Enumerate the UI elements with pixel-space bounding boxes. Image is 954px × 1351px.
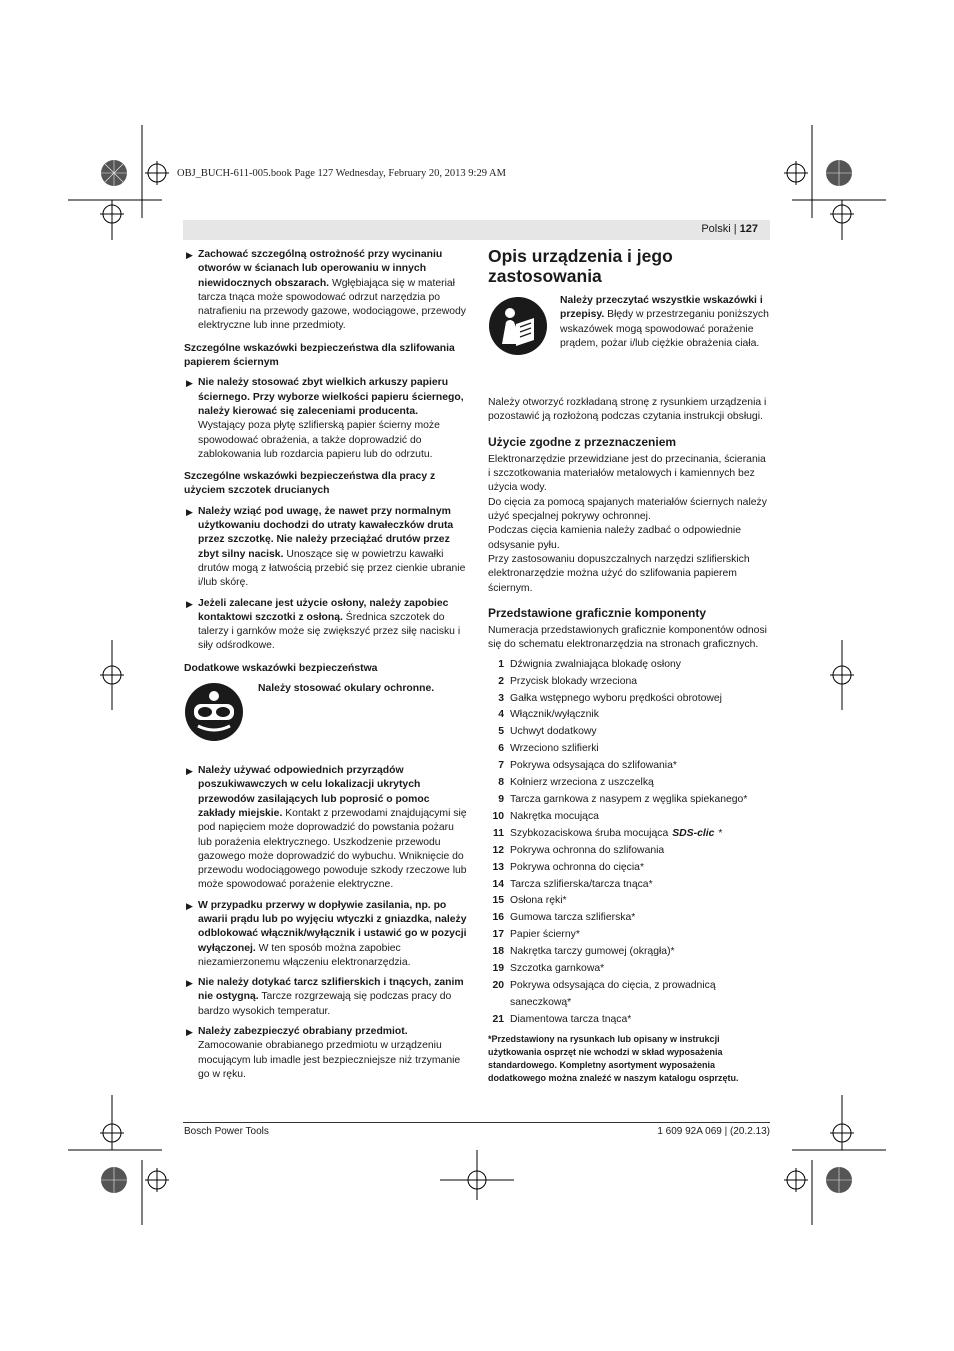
component-item (488, 978, 770, 1012)
component-number: 4 (498, 709, 504, 721)
component-number: 13 (492, 861, 504, 873)
component-item (488, 809, 770, 826)
use-text: Do cięcia za pomocą spajanych materiałów ściernych należy użyć specjalnej pokrywy ochronnej. (488, 496, 767, 523)
component-label: Tarcza szlifierska/tarcza tnąca* (510, 878, 653, 890)
component-item (488, 910, 770, 927)
component-number: 17 (492, 929, 504, 941)
component-label: Pokrywa ochronna do cięcia* (510, 861, 644, 873)
safety-bullet: ▶ Zachować szczególną ostrożność przy wycinaniu otworów w ścianach lub operowaniu w innych niewidocznych obszarach. Wgłębiająca się w materiał tarcza tnąca może spowodować odrzut narzędzia po natrafieniu na przewody gazowe, wodociągowe, przewody elektryczne lub inne przedmioty. (186, 249, 467, 332)
safety-bullet: ▶ Nie należy stosować zbyt wielkich arkuszy papieru ściernego. Przy wyborze wielkości papieru ściernego, należy kierować się zaleceniami producenta. Wystający poza płytę szlifierską papier ścierny może spowodować obrażenia, a także doprowadzić do zablokowania lub rozdarcia papieru lub do odrzutu. (186, 377, 464, 460)
component-item (488, 657, 770, 674)
component-item (488, 691, 770, 708)
component-label: Nakrętka tarczy gumowej (okrągła)* (510, 946, 675, 958)
read-instructions-notice: Należy przeczytać wszystkie wskazówki i przepisy. Błędy w przestrzeganiu poniższych wskazówek mogą spowodować porażenie prądem, pożar i/lub ciężkie obrażenia ciała. (488, 294, 770, 366)
component-label: Gałka wstępnego wyboru prędkości obrotowej (510, 692, 722, 704)
component-number: 16 (492, 912, 504, 924)
component-label: Kołnierz wrzeciona z uszczelką (510, 777, 654, 789)
component-label: Osłona ręki* (510, 895, 567, 907)
component-label: Szczotka garnkowa* (510, 963, 605, 975)
arrow-icon: ▶ (186, 506, 193, 517)
subheading: Dodatkowe wskazówki bezpieczeństwa (184, 662, 378, 674)
component-number: 19 (492, 963, 504, 975)
asterisk: * (718, 827, 723, 839)
component-label: Pokrywa ochronna do szlifowania (510, 844, 665, 856)
subheading: Szczególne wskazówki bezpieczeństwa dla szlifowania papierem ściernym (184, 342, 455, 369)
component-item (488, 707, 770, 724)
component-label: Papier ścierny* (510, 929, 580, 941)
use-text: Podczas cięcia kamienia należy zadbać o odpowiednie odsysanie pyłu. (488, 525, 741, 551)
safety-bullet: ▶ W przypadku przerwy w dopływie zasilania, np. po awarii prądu lub po wyjęciu wtyczki z gniazdka, należy odblokować włącznik/wyłącznik i ustawić go w pozycji wyłączonej. W ten sposób można zapobiec niezamierzonemu włączeniu elektronarzędzia. (186, 899, 467, 968)
components-intro: Numeracja przedstawionych graficznie komponentów odnosi się do schematu elektronarzędzia na stronach graficznych. (488, 625, 767, 651)
component-item (488, 1012, 770, 1029)
right-column (488, 246, 770, 1085)
read-manual-icon (488, 296, 548, 356)
component-label: Włącznik/wyłącznik (510, 709, 599, 721)
component-label: Przycisk blokady wrzeciona (510, 675, 638, 687)
component-number: 2 (498, 675, 504, 687)
header-bar (183, 220, 770, 240)
component-number: 11 (493, 827, 504, 839)
page-number: 127 (739, 223, 758, 235)
component-number: 20 (492, 979, 504, 991)
component-item (488, 674, 770, 691)
component-item (488, 826, 770, 843)
component-item (488, 944, 770, 961)
safety-bullet: ▶ Należy używać odpowiednich przyrządów poszukiwawczych w celu lokalizacji ukrytych przewodów zasilających lub poprosić o pomoc zakłady miejskie. Kontakt z przewodami znajdującymi się pod napięciem może doprowadzić do powstania pożaru lub porażenia elektrycznego. Uszkodzenie przewodu gazowego może doprowadzić do wybuchu. Wniknięcie do przewodu wodociągowego powoduje szkody rzeczowe lub może spowodować porażenie elektryczne. (186, 765, 467, 891)
arrow-icon: ▶ (186, 766, 193, 777)
component-label: Wrzeciono szlifierki (510, 743, 599, 755)
component-number: 3 (498, 692, 504, 704)
arrow-icon: ▶ (186, 378, 193, 389)
page-header: Polski | 127 (701, 223, 758, 235)
left-column (184, 248, 468, 1088)
header-language: Polski (701, 223, 731, 235)
subheading: Szczególne wskazówki bezpieczeństwa dla pracy z użyciem szczotek drucianych (184, 471, 436, 497)
safety-bullet: ▶ Jeżeli zalecane jest użycie osłony, należy zapobiec kontaktowi szczotki z osłoną. Średnica szczotek do talerzy i garnków może się zwiększyć przez siłę nacisku i siły odśrodkowe. (186, 597, 461, 652)
footer-code: 1 609 92A 069 | (20.2.13) (657, 1126, 770, 1137)
print-info: OBJ_BUCH-611-005.book Page 127 Wednesday, February 20, 2013 9:29 AM (177, 168, 506, 179)
component-number: 5 (498, 726, 504, 738)
component-number: 18 (492, 946, 504, 958)
component-number: 6 (498, 743, 504, 755)
component-item (488, 775, 770, 792)
component-number: 8 (498, 777, 504, 789)
component-number: 9 (498, 794, 504, 805)
component-label: Nakrętka mocująca (510, 810, 599, 822)
component-item (488, 758, 770, 775)
arrow-icon: ▶ (186, 900, 193, 911)
component-label: Tarcza garnkowa z nasypem z węglika spiekanego* (510, 794, 748, 805)
component-label: Pokrywa odsysająca do cięcia, z prowadnicą saneczkową* (510, 979, 716, 1008)
section-title: Opis urządzenia i jego zastosowania (488, 246, 673, 286)
components-list (488, 657, 770, 1029)
component-number: 21 (492, 1013, 504, 1025)
component-number: 1 (498, 658, 504, 670)
use-text: Elektronarzędzie przewidziane jest do przecinania, ścierania i szczotkowania materiałów metalowych i kamiennych bez użycia wody. (488, 453, 766, 494)
component-number: 12 (492, 844, 504, 856)
component-label: Gumowa tarcza szlifierska* (510, 912, 636, 924)
footer-brand: Bosch Power Tools (184, 1126, 269, 1137)
component-item (488, 961, 770, 978)
component-label: Diamentowa tarcza tnąca* (510, 1013, 632, 1025)
component-item (488, 741, 770, 758)
arrow-icon: ▶ (186, 978, 193, 989)
component-label: Szybkozaciskowa śruba mocująca (510, 827, 669, 839)
safety-goggles-icon (184, 682, 244, 742)
safety-bullet: ▶ Nie należy dotykać tarcz szlifierskich i tnących, zanim nie ostygną. Tarcze rozgrzewają się podczas pracy do bardzo wysokich temperatur. (186, 977, 464, 1017)
footnote: *Przedstawiony na rysunkach lub opisany w instrukcji użytkowania osprzęt nie wchodzi w skład wyposażenia standardowego. Kompletny asortyment wyposażenia dodatkowego można znaleźć w naszym katalogu osprzętu. (488, 1033, 739, 1083)
component-item (488, 843, 770, 860)
goggles-notice: Należy stosować okulary ochronne. (184, 682, 468, 764)
arrow-icon: ▶ (186, 250, 193, 260)
arrow-icon: ▶ (186, 1027, 193, 1038)
use-text: Przy zastosowaniu dopuszczalnych narzędzi szlifierskich elektronarzędzie można użyć do szlifowania papierem ściernym. (488, 553, 750, 594)
component-item (488, 860, 770, 877)
component-number: 15 (492, 895, 504, 907)
component-number: 14 (492, 878, 504, 890)
component-item (488, 893, 770, 910)
component-number: 10 (492, 810, 504, 822)
heading-components: Przedstawione graficznie komponenty (488, 605, 707, 620)
component-label: Uchwyt dodatkowy (510, 726, 597, 738)
arrow-icon: ▶ (186, 598, 193, 609)
component-number: 7 (498, 760, 504, 772)
intro-text: Należy otworzyć rozkładaną stronę z rysunkiem urządzenia i pozostawić ją rozłożoną podczas czytania instrukcji obsługi. (488, 397, 767, 423)
safety-bullet: ▶ Należy zabezpieczyć obrabiany przedmiot. Zamocowanie obrabianego przedmiotu w urządzeniu mocującym lub imadle jest bezpieczniejsze niż trzymanie go w ręku. (186, 1026, 461, 1080)
component-item (488, 792, 770, 809)
safety-bullet: ▶ Należy wziąć pod uwagę, że nawet przy normalnym użytkowaniu dochodzi do utraty kawałeczków druta przez szczotkę. Nie należy przeciążać drutów przez zbyt silny nacisk. Unoszące się w powietrzu kawałki drutów mogą z łatwością przebić się przez cienkie ubranie i/lub skórę. (186, 505, 466, 589)
heading-intended-use: Użycie zgodne z przeznaczeniem (488, 434, 677, 449)
component-label: Pokrywa odsysająca do szlifowania* (510, 760, 677, 772)
component-item (488, 877, 770, 894)
component-item (488, 724, 770, 741)
component-label: Dźwignia zwalniająca blokadę osłony (510, 658, 681, 670)
sds-clic-logo: SDS-clic (672, 827, 715, 839)
footer-rule (183, 1122, 770, 1123)
component-item (488, 927, 770, 944)
